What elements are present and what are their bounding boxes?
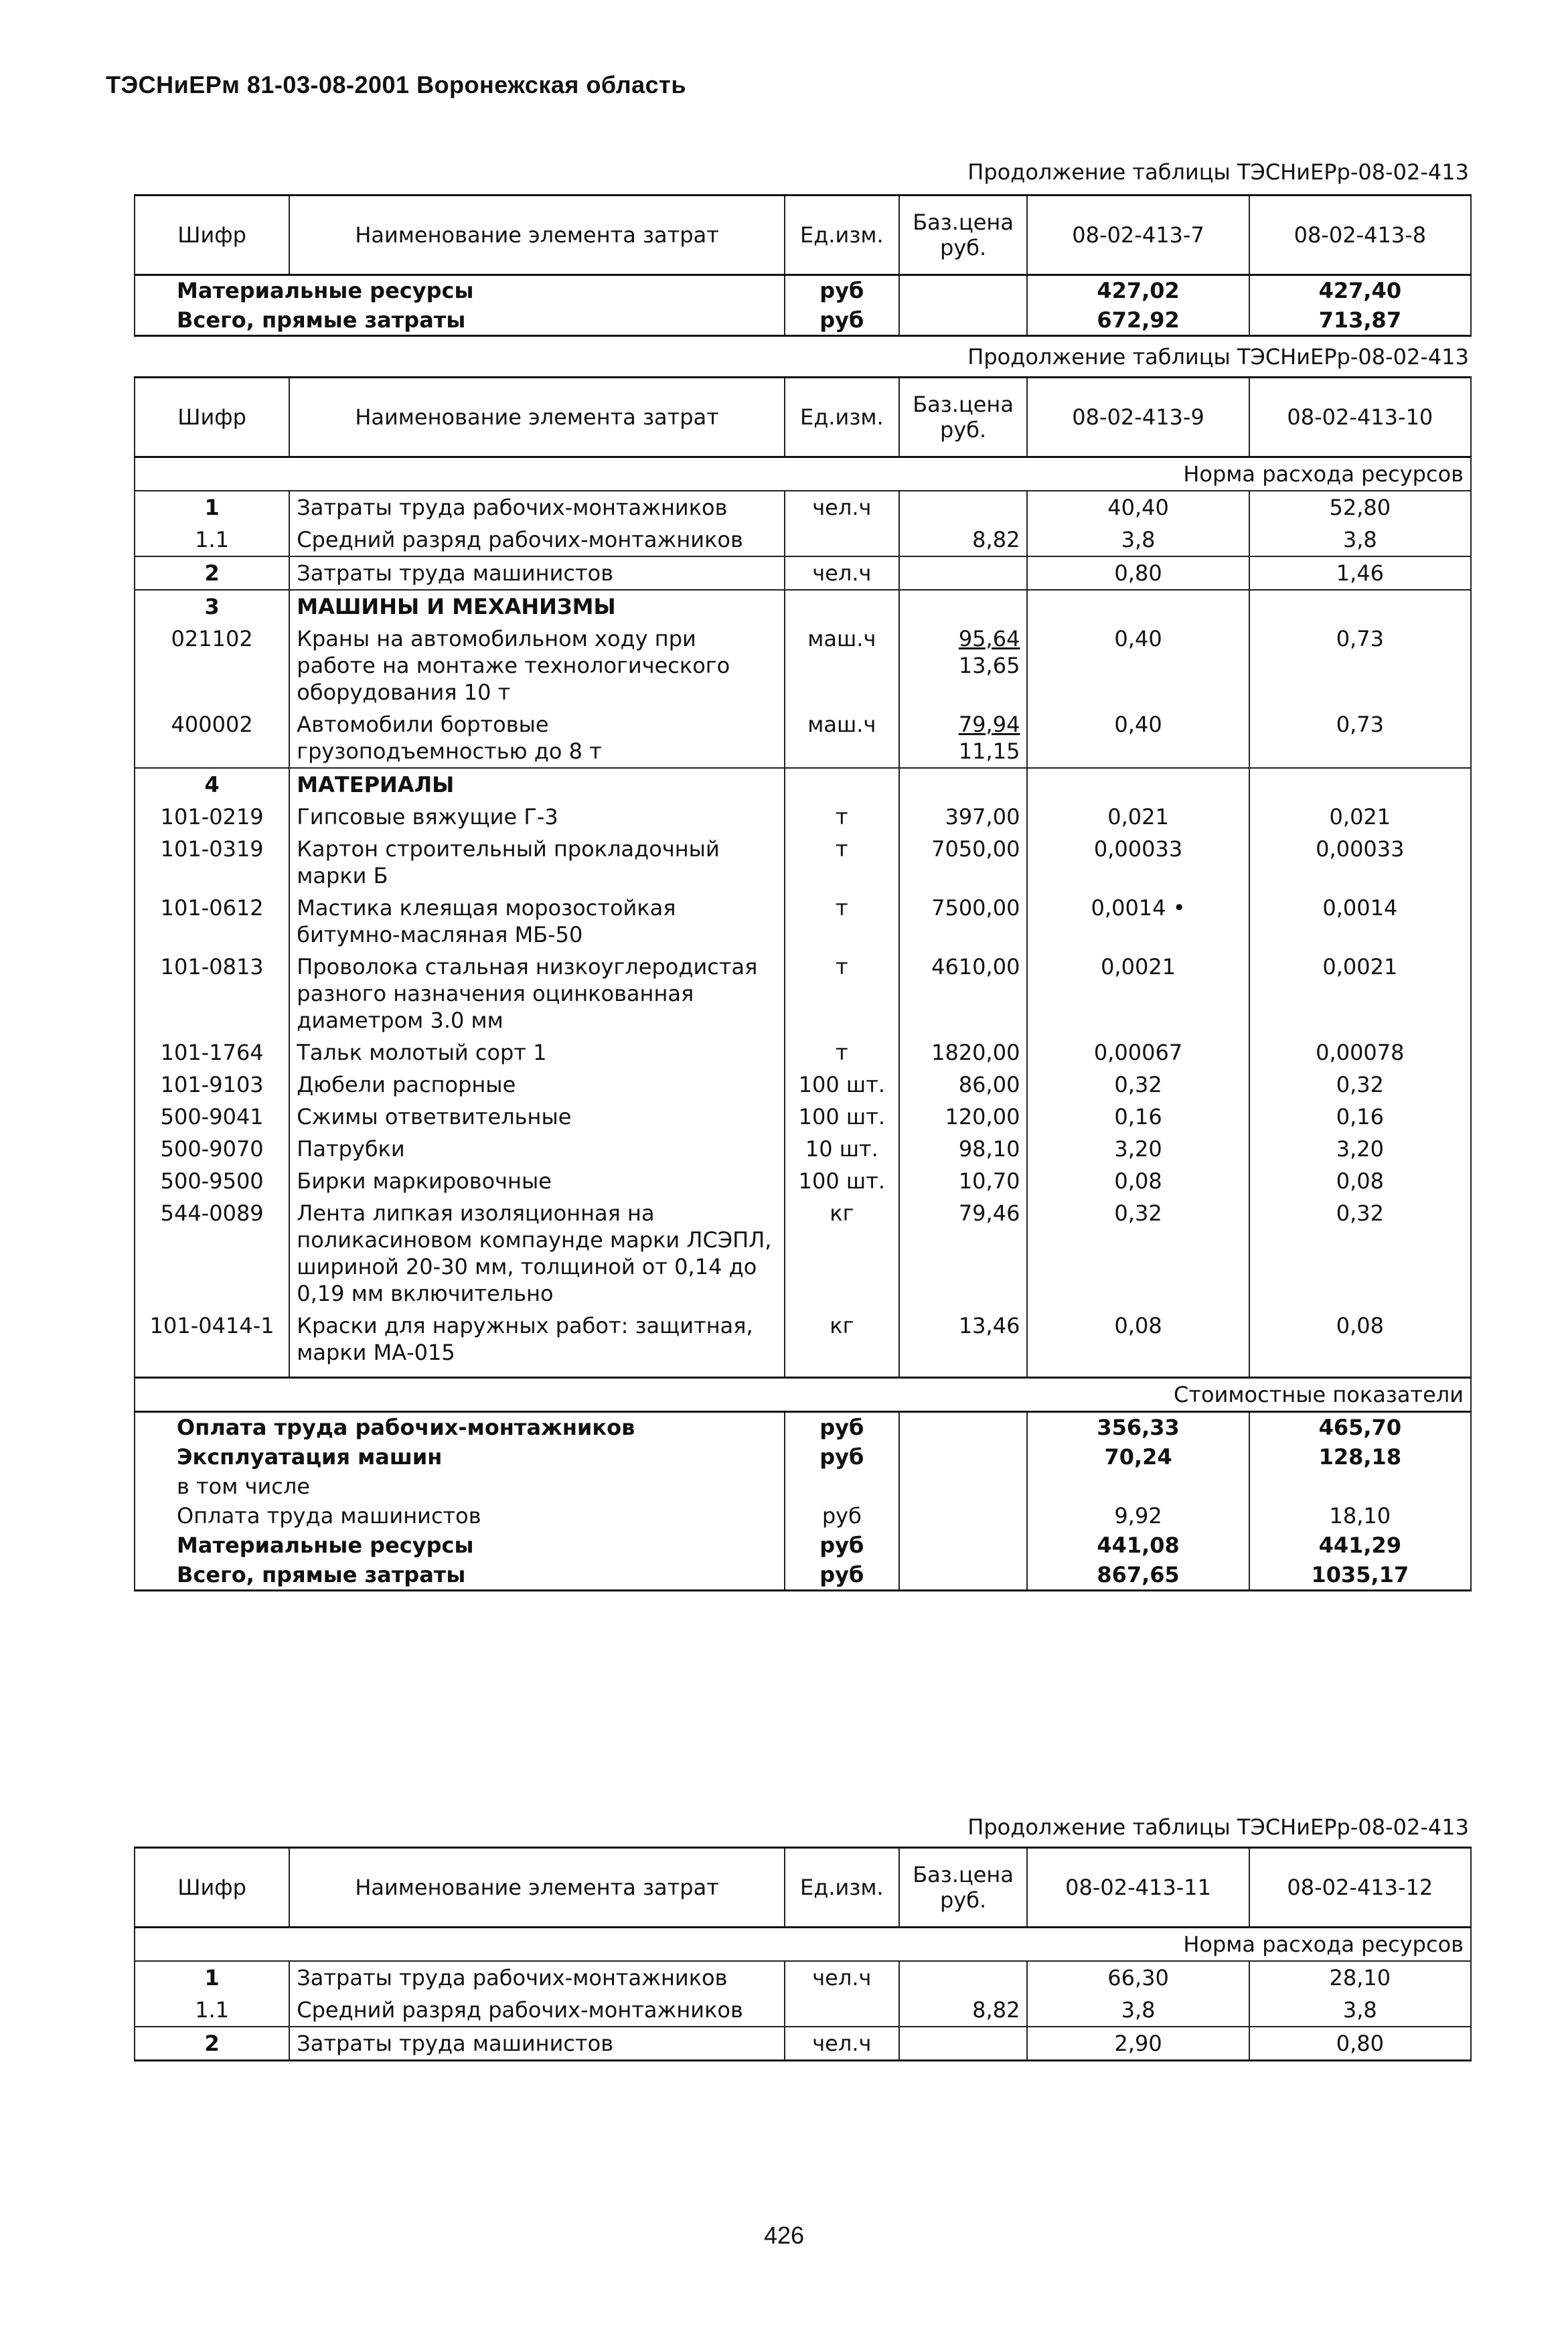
- row-price: 397,00: [899, 801, 1028, 833]
- row-value-b: 0,021: [1249, 801, 1471, 833]
- summary-name: Всего, прямые затраты: [135, 1560, 785, 1591]
- row-name: Тальк молотый сорт 1: [289, 1036, 785, 1069]
- summary-value-b: 713,87: [1249, 305, 1471, 336]
- row-name: Бирки маркировочные: [289, 1165, 785, 1197]
- row-code: 500-9500: [135, 1165, 289, 1197]
- row-value-a: 0,0014 •: [1027, 892, 1249, 951]
- row-value-a: 40,40: [1027, 491, 1249, 524]
- table-row: [135, 708, 1471, 768]
- table-row: [135, 524, 1471, 556]
- row-value-b: 0,80: [1249, 2027, 1471, 2061]
- estimate-table-2: [134, 376, 1472, 1591]
- table-body: [135, 491, 1471, 1378]
- row-name: Картон строительный прокладочный марки Б: [289, 833, 785, 892]
- row-code: 101-1764: [135, 1036, 289, 1069]
- row-price: 79,46: [899, 1197, 1028, 1310]
- cost-label-row: [135, 1378, 1471, 1412]
- table-row: [135, 491, 1471, 524]
- row-code: 2: [135, 2027, 289, 2061]
- summary-value-b: [1249, 1472, 1471, 1501]
- row-name: Затраты труда рабочих-монтажников: [289, 491, 785, 524]
- summary-value-b: 128,18: [1249, 1442, 1471, 1472]
- row-value-a: 3,8: [1027, 1994, 1249, 2027]
- header-code: Шифр: [135, 378, 289, 457]
- row-code: 101-0813: [135, 951, 289, 1036]
- row-unit: 100 шт.: [785, 1165, 899, 1197]
- header-code: Шифр: [135, 1848, 289, 1928]
- row-value-a: 3,8: [1027, 524, 1249, 556]
- row-value-a: 0,00033: [1027, 833, 1249, 892]
- summary-value-a: 427,02: [1027, 275, 1249, 306]
- norm-label-row: [135, 457, 1471, 491]
- header-price: Баз.цена руб.: [899, 378, 1028, 457]
- summary-name: Материальные ресурсы: [135, 1531, 785, 1560]
- header-name: Наименование элемента затрат: [289, 196, 785, 275]
- row-unit: т: [785, 801, 899, 833]
- row-unit: [785, 768, 899, 801]
- table-row: [135, 556, 1471, 590]
- row-value-b: 0,00033: [1249, 833, 1471, 892]
- row-value-b: 0,32: [1249, 1069, 1471, 1101]
- summary-unit: руб: [785, 305, 899, 336]
- summary-body: [135, 1378, 1471, 1591]
- summary-price: [899, 1472, 1028, 1501]
- row-unit: [785, 590, 899, 623]
- row-name: Затраты труда машинистов: [289, 2027, 785, 2061]
- summary-unit: руб: [785, 1442, 899, 1472]
- header-unit: Ед.изм.: [785, 196, 899, 275]
- summary-name: в том числе: [135, 1472, 785, 1501]
- row-price: [899, 2027, 1028, 2061]
- row-name: Лента липкая изоляционная на поликасиновом компаунде марки ЛСЭПЛ, шириной 20-30 мм, толщиной от 0,14 до 0,19 мм включительно: [289, 1197, 785, 1310]
- row-code: 1.1: [135, 1994, 289, 2027]
- cost-label: Стоимостные показатели: [135, 1378, 1471, 1412]
- row-value-b: 0,08: [1249, 1165, 1471, 1197]
- table-row: [135, 1310, 1471, 1378]
- row-value-b: 3,8: [1249, 1994, 1471, 2027]
- header-col-a: 08-02-413-7: [1027, 196, 1249, 275]
- row-price: [899, 768, 1028, 801]
- row-unit: [785, 524, 899, 556]
- row-price: 86,00: [899, 1069, 1028, 1101]
- norm-label: Норма расхода ресурсов: [135, 457, 1471, 491]
- table-header-row: [135, 378, 1471, 457]
- summary-row: [135, 1501, 1471, 1531]
- page-header: ТЭСНиЕРм 81-03-08-2001 Воронежская область: [106, 71, 686, 98]
- row-unit: т: [785, 833, 899, 892]
- row-code: 1: [135, 491, 289, 524]
- row-price: [899, 590, 1028, 623]
- row-value-b: [1249, 768, 1471, 801]
- row-unit: чел.ч: [785, 556, 899, 590]
- row-name: Патрубки: [289, 1133, 785, 1165]
- row-unit: чел.ч: [785, 1961, 899, 1994]
- row-code: 500-9070: [135, 1133, 289, 1165]
- table-row: [135, 623, 1471, 708]
- table-caption: Продолжение таблицы ТЭСНиЕРр-08-02-413: [967, 344, 1469, 370]
- table-row: [135, 1165, 1471, 1197]
- row-price: 4610,00: [899, 951, 1028, 1036]
- table-row: [135, 2027, 1471, 2061]
- row-name: Краски для наружных работ: защитная, марки МА-015: [289, 1310, 785, 1378]
- table-row: [135, 1101, 1471, 1133]
- row-unit: 100 шт.: [785, 1101, 899, 1133]
- row-name: Средний разряд рабочих-монтажников: [289, 524, 785, 556]
- summary-unit: руб: [785, 1501, 899, 1531]
- row-price: 98,10: [899, 1133, 1028, 1165]
- row-unit: т: [785, 1036, 899, 1069]
- row-price: 8,82: [899, 1994, 1028, 2027]
- summary-price: [899, 1442, 1028, 1472]
- summary-price: [899, 1412, 1028, 1443]
- row-price: 7050,00: [899, 833, 1028, 892]
- summary-value-a: 672,92: [1027, 305, 1249, 336]
- row-code: 101-0414-1: [135, 1310, 289, 1378]
- row-unit: т: [785, 892, 899, 951]
- table-row: [135, 768, 1471, 801]
- row-code: 101-9103: [135, 1069, 289, 1101]
- row-code: 2: [135, 556, 289, 590]
- summary-name: Материальные ресурсы: [135, 275, 785, 306]
- summary-value-a: [1027, 1472, 1249, 1501]
- row-price: [899, 491, 1028, 524]
- row-value-a: 0,08: [1027, 1310, 1249, 1378]
- row-price-value: 79,94: [958, 712, 1020, 737]
- summary-unit: руб: [785, 1560, 899, 1591]
- table-header-row: [135, 1848, 1471, 1928]
- row-value-b: 0,0014: [1249, 892, 1471, 951]
- row-name: Дюбели распорные: [289, 1069, 785, 1101]
- header-code: Шифр: [135, 196, 289, 275]
- row-unit: 10 шт.: [785, 1133, 899, 1165]
- row-value-a: 0,40: [1027, 623, 1249, 708]
- row-value-a: 0,021: [1027, 801, 1249, 833]
- summary-row: [135, 305, 1471, 336]
- row-value-b: [1249, 590, 1471, 623]
- summary-row: [135, 1531, 1471, 1560]
- table-body: [135, 1961, 1471, 2061]
- row-value-b: 1,46: [1249, 556, 1471, 590]
- table-row: [135, 1994, 1471, 2027]
- row-code: 1.1: [135, 524, 289, 556]
- table-row: [135, 1133, 1471, 1165]
- row-value-a: [1027, 590, 1249, 623]
- header-col-a: 08-02-413-11: [1027, 1848, 1249, 1928]
- summary-value-a: 867,65: [1027, 1560, 1249, 1591]
- row-price: [899, 623, 1028, 708]
- table-row: [135, 1961, 1471, 1994]
- summary-row: [135, 275, 1471, 306]
- header-col-b: 08-02-413-8: [1249, 196, 1471, 275]
- header-price: Баз.цена руб.: [899, 196, 1028, 275]
- table-row: [135, 1069, 1471, 1101]
- summary-name: Оплата труда рабочих-монтажников: [135, 1412, 785, 1443]
- row-value-a: 0,40: [1027, 708, 1249, 768]
- row-value-a: 0,32: [1027, 1197, 1249, 1310]
- summary-price: [899, 275, 1028, 306]
- table-row: [135, 892, 1471, 951]
- table-caption: Продолжение таблицы ТЭСНиЕРр-08-02-413: [967, 159, 1469, 185]
- row-code: 4: [135, 768, 289, 801]
- row-price: [899, 708, 1028, 768]
- row-value-a: 3,20: [1027, 1133, 1249, 1165]
- summary-value-a: 70,24: [1027, 1442, 1249, 1472]
- row-name: Автомобили бортовые грузоподъемностью до 8 т: [289, 708, 785, 768]
- row-value-b: 0,73: [1249, 708, 1471, 768]
- row-price: 1820,00: [899, 1036, 1028, 1069]
- row-unit: чел.ч: [785, 491, 899, 524]
- row-value-b: 0,08: [1249, 1310, 1471, 1378]
- row-unit: чел.ч: [785, 2027, 899, 2061]
- row-price: 13,46: [899, 1310, 1028, 1378]
- row-value-b: 0,16: [1249, 1101, 1471, 1133]
- norm-label-row: [135, 1928, 1471, 1962]
- summary-value-a: 441,08: [1027, 1531, 1249, 1560]
- row-unit: 100 шт.: [785, 1069, 899, 1101]
- row-value-b: 0,32: [1249, 1197, 1471, 1310]
- row-name: Затраты труда рабочих-монтажников: [289, 1961, 785, 1994]
- summary-value-a: 9,92: [1027, 1501, 1249, 1531]
- row-code: 544-0089: [135, 1197, 289, 1310]
- row-name: Сжимы ответвительные: [289, 1101, 785, 1133]
- row-value-b: 28,10: [1249, 1961, 1471, 1994]
- table-row: [135, 833, 1471, 892]
- row-price: 10,70: [899, 1165, 1028, 1197]
- header-col-a: 08-02-413-9: [1027, 378, 1249, 457]
- page-number: 426: [763, 2221, 805, 2249]
- row-code: 1: [135, 1961, 289, 1994]
- header-name: Наименование элемента затрат: [289, 378, 785, 457]
- row-name: Мастика клеящая морозостойкая битумно-масляная МБ-50: [289, 892, 785, 951]
- header-price: Баз.цена руб.: [899, 1848, 1028, 1928]
- summary-value-b: 427,40: [1249, 275, 1471, 306]
- row-unit: маш.ч: [785, 708, 899, 768]
- header-col-b: 08-02-413-10: [1249, 378, 1471, 457]
- header-unit: Ед.изм.: [785, 1848, 899, 1928]
- header-name: Наименование элемента затрат: [289, 1848, 785, 1928]
- summary-price: [899, 305, 1028, 336]
- row-name: Затраты труда машинистов: [289, 556, 785, 590]
- summary-unit: [785, 1472, 899, 1501]
- row-name: Проволока стальная низкоуглеродистая разного назначения оцинкованная диаметром 3.0 мм: [289, 951, 785, 1036]
- summary-row: [135, 1472, 1471, 1501]
- row-name: Гипсовые вяжущие Г-3: [289, 801, 785, 833]
- row-unit: т: [785, 951, 899, 1036]
- table-header-row: [135, 196, 1471, 275]
- row-price-wage: 11,15: [958, 738, 1020, 764]
- summary-price: [899, 1531, 1028, 1560]
- row-code: 3: [135, 590, 289, 623]
- row-price: [899, 556, 1028, 590]
- row-value-b: 52,80: [1249, 491, 1471, 524]
- row-code: 101-0219: [135, 801, 289, 833]
- row-value-b: 0,73: [1249, 623, 1471, 708]
- summary-name: Оплата труда машинистов: [135, 1501, 785, 1531]
- summary-name: Всего, прямые затраты: [135, 305, 785, 336]
- summary-value-a: 356,33: [1027, 1412, 1249, 1443]
- summary-unit: руб: [785, 275, 899, 306]
- table-row: [135, 1036, 1471, 1069]
- estimate-table-1: [134, 194, 1472, 337]
- row-value-b: 0,0021: [1249, 951, 1471, 1036]
- estimate-table-3: [134, 1847, 1472, 2061]
- row-price: 7500,00: [899, 892, 1028, 951]
- row-code: 500-9041: [135, 1101, 289, 1133]
- row-code: 101-0612: [135, 892, 289, 951]
- summary-row: [135, 1560, 1471, 1591]
- row-price: 8,82: [899, 524, 1028, 556]
- row-value-a: 2,90: [1027, 2027, 1249, 2061]
- table-row: [135, 1197, 1471, 1310]
- summary-unit: руб: [785, 1531, 899, 1560]
- header-unit: Ед.изм.: [785, 378, 899, 457]
- row-name: Средний разряд рабочих-монтажников: [289, 1994, 785, 2027]
- row-value-b: 3,8: [1249, 524, 1471, 556]
- row-price-wage: 13,65: [958, 653, 1020, 678]
- row-value-a: 0,16: [1027, 1101, 1249, 1133]
- row-value-a: 0,80: [1027, 556, 1249, 590]
- summary-row: [135, 1442, 1471, 1472]
- row-value-a: 0,32: [1027, 1069, 1249, 1101]
- row-unit: кг: [785, 1310, 899, 1378]
- row-price: 120,00: [899, 1101, 1028, 1133]
- summary-row: [135, 1412, 1471, 1443]
- row-value-a: 0,0021: [1027, 951, 1249, 1036]
- row-code: 400002: [135, 708, 289, 768]
- table-row: [135, 951, 1471, 1036]
- row-name: МАТЕРИАЛЫ: [289, 768, 785, 801]
- summary-name: Эксплуатация машин: [135, 1442, 785, 1472]
- row-unit: маш.ч: [785, 623, 899, 708]
- row-value-a: 66,30: [1027, 1961, 1249, 1994]
- row-code: 101-0319: [135, 833, 289, 892]
- row-name: МАШИНЫ И МЕХАНИЗМЫ: [289, 590, 785, 623]
- summary-price: [899, 1560, 1028, 1591]
- summary-value-b: 441,29: [1249, 1531, 1471, 1560]
- row-price: [899, 1961, 1028, 1994]
- table-row: [135, 590, 1471, 623]
- table-row: [135, 801, 1471, 833]
- row-value-a: 0,08: [1027, 1165, 1249, 1197]
- summary-value-b: 18,10: [1249, 1501, 1471, 1531]
- summary-unit: руб: [785, 1412, 899, 1443]
- row-value-b: 0,00078: [1249, 1036, 1471, 1069]
- summary-value-b: 1035,17: [1249, 1560, 1471, 1591]
- norm-label: Норма расхода ресурсов: [135, 1928, 1471, 1962]
- row-unit: кг: [785, 1197, 899, 1310]
- summary-price: [899, 1501, 1028, 1531]
- row-value-a: [1027, 768, 1249, 801]
- row-code: 021102: [135, 623, 289, 708]
- row-value-b: 3,20: [1249, 1133, 1471, 1165]
- table-caption: Продолжение таблицы ТЭСНиЕРр-08-02-413: [967, 1814, 1469, 1840]
- row-value-a: 0,00067: [1027, 1036, 1249, 1069]
- row-name: Краны на автомобильном ходу при работе на монтаже технологического оборудования 10 т: [289, 623, 785, 708]
- summary-value-b: 465,70: [1249, 1412, 1471, 1443]
- header-col-b: 08-02-413-12: [1249, 1848, 1471, 1928]
- row-price-value: 95,64: [958, 626, 1020, 651]
- row-unit: [785, 1994, 899, 2027]
